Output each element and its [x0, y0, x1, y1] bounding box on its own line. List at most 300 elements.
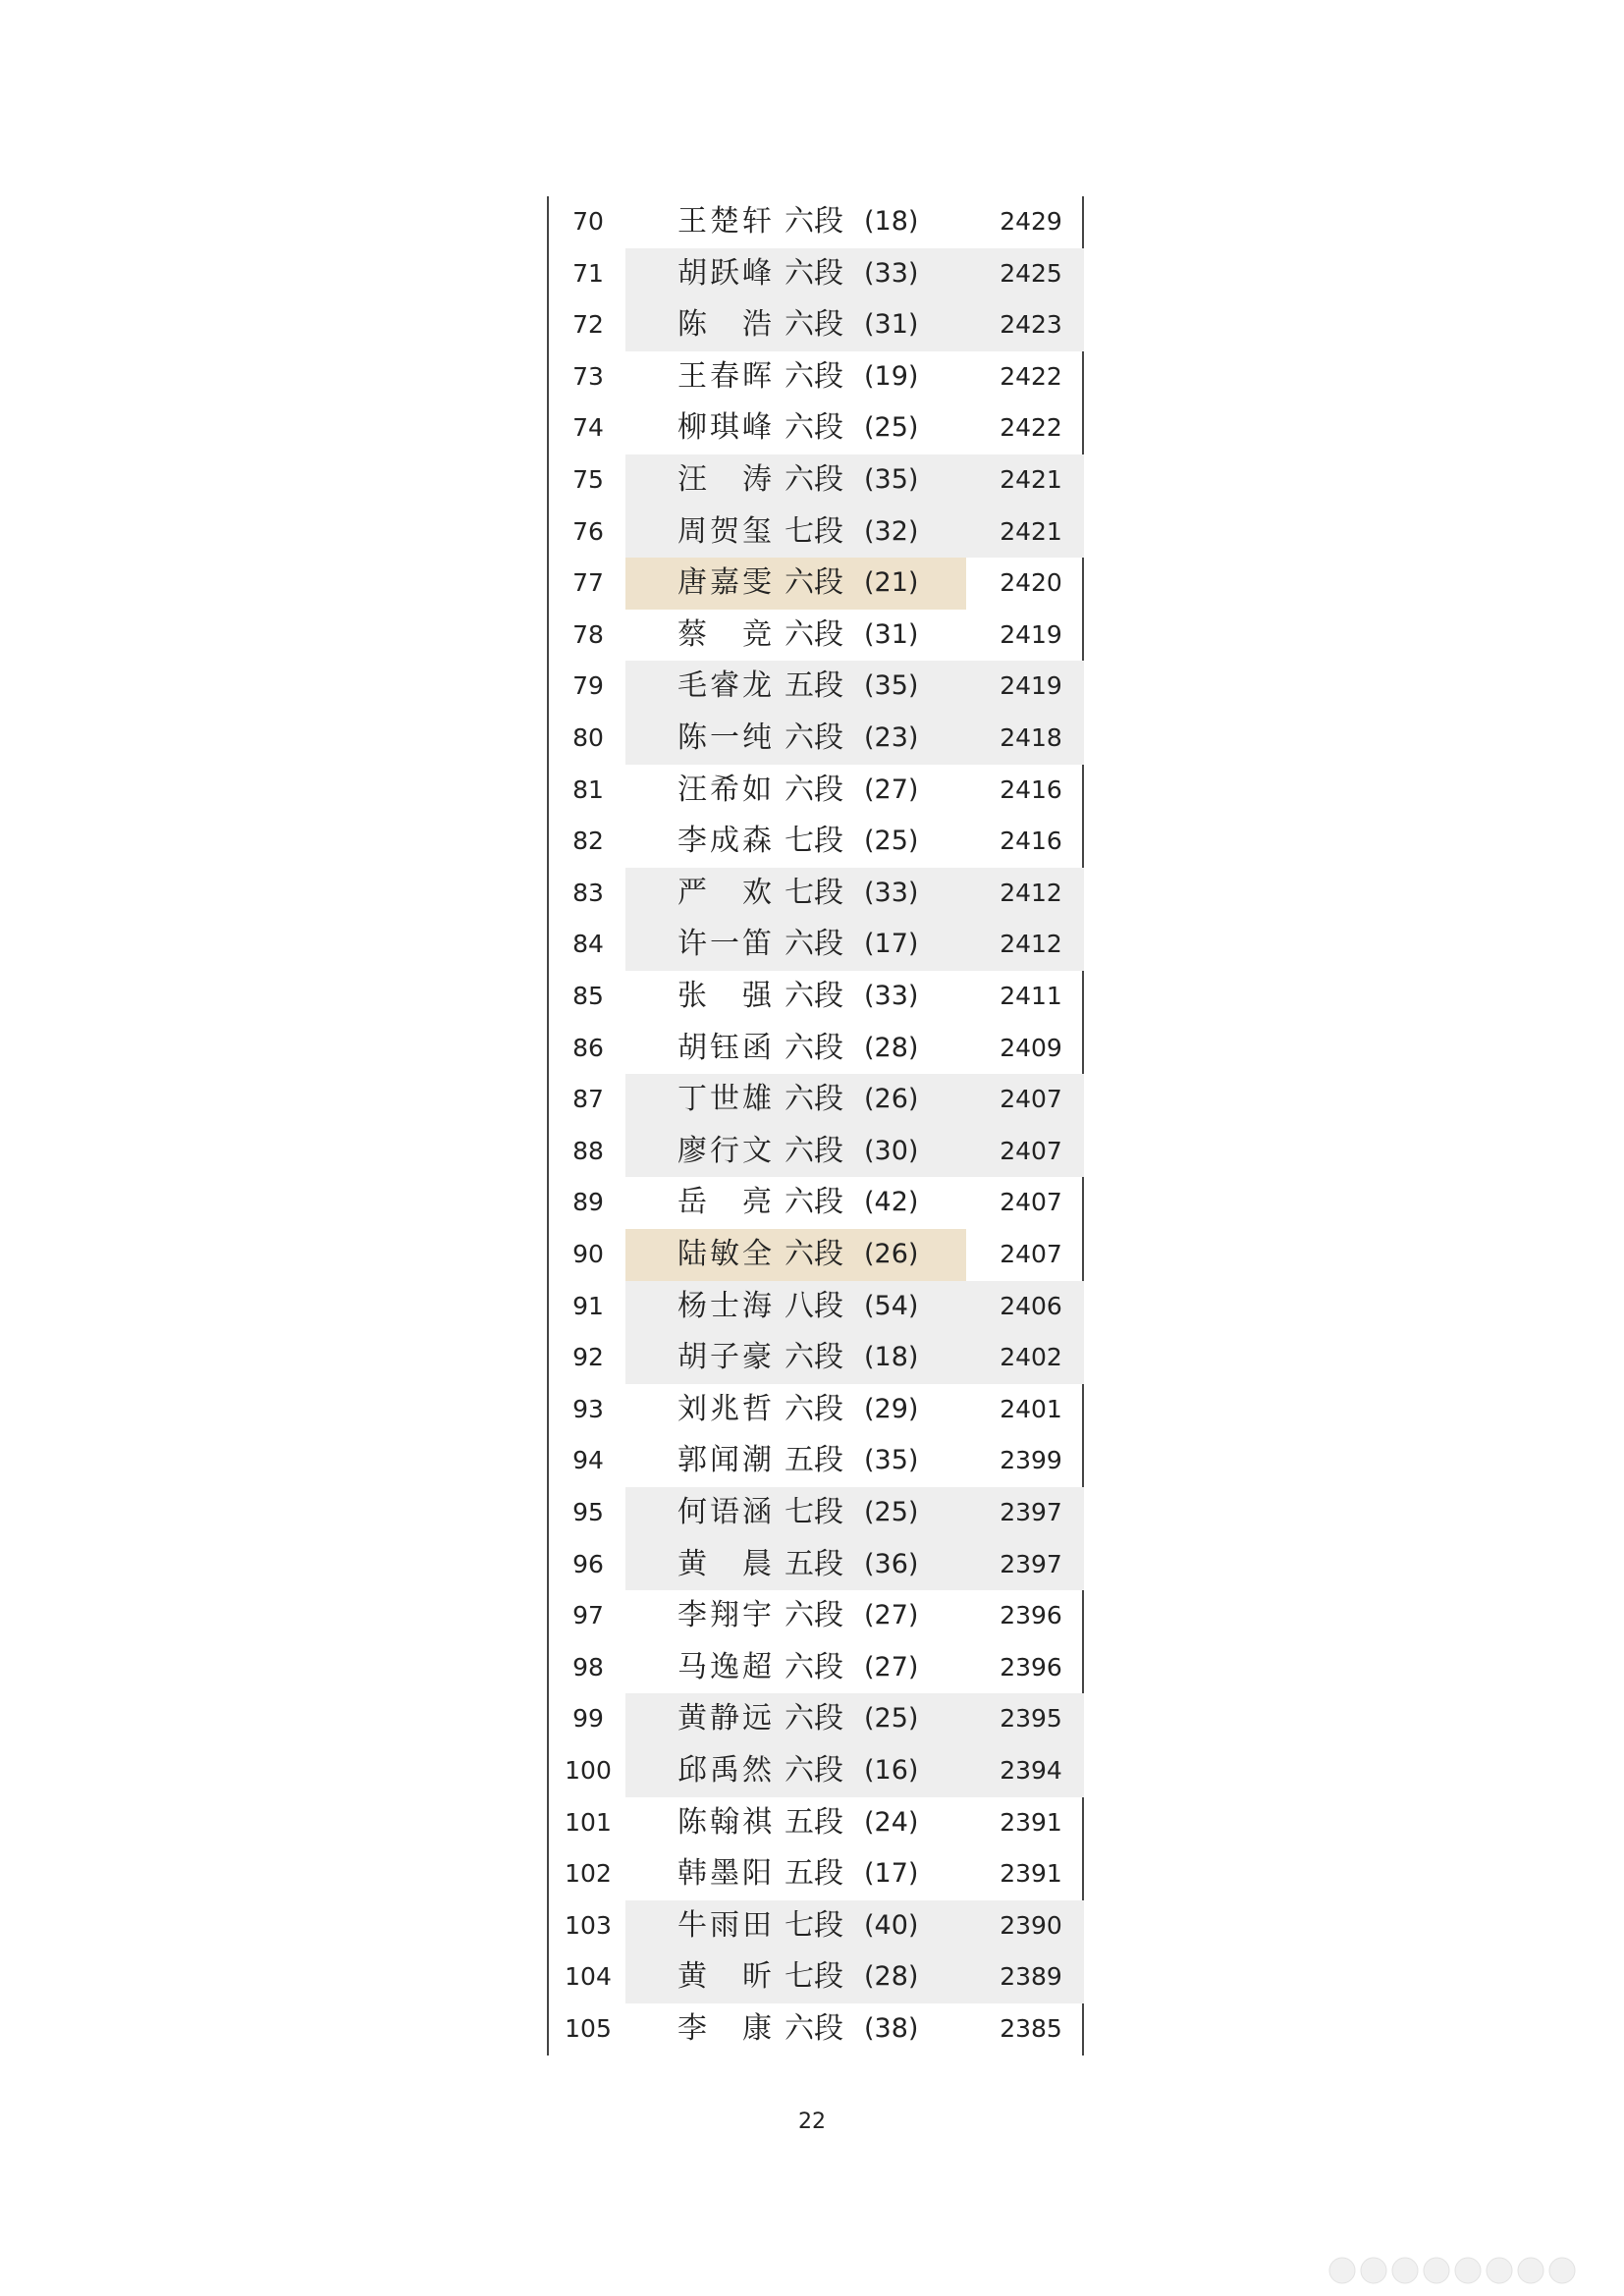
name-char: 唐 — [677, 565, 707, 601]
table-row — [549, 661, 1082, 713]
dan-rank: 六段 — [785, 616, 843, 652]
rating-cell: 2407 — [1000, 1085, 1062, 1114]
rating-cell: 2402 — [1000, 1343, 1062, 1372]
age-cell: (28) — [864, 1032, 919, 1063]
player-name — [677, 1074, 772, 1126]
name-char: 跃 — [710, 255, 739, 291]
player-name — [677, 1951, 772, 2003]
dan-rank: 五段 — [785, 1856, 843, 1892]
dan-rank: 六段 — [785, 927, 843, 962]
name-char: 远 — [742, 1701, 772, 1736]
table-row — [549, 1229, 1082, 1281]
table-row — [549, 454, 1082, 507]
name-char: 森 — [742, 824, 772, 859]
rank-cell: 85 — [572, 982, 604, 1010]
name-char — [720, 299, 730, 351]
dan-rank: 六段 — [785, 1340, 843, 1375]
name-char: 何 — [677, 1495, 707, 1529]
name-char: 祺 — [742, 1804, 772, 1840]
name-char: 潮 — [742, 1443, 772, 1478]
age-cell: (30) — [864, 1135, 919, 1166]
name-char: 希 — [710, 772, 739, 807]
dan-rank: 六段 — [785, 1753, 843, 1788]
player-name — [677, 816, 772, 868]
rank-cell: 75 — [572, 465, 604, 494]
player-name — [677, 765, 772, 817]
name-char: 春 — [710, 358, 739, 394]
name-char: 王 — [677, 204, 707, 239]
name-char: 涵 — [742, 1495, 772, 1529]
name-char: 墨 — [710, 1856, 739, 1892]
dan-rank: 五段 — [785, 1804, 843, 1840]
name-char: 亮 — [741, 1185, 772, 1220]
name-char: 静 — [710, 1701, 739, 1736]
rating-cell: 2407 — [1000, 1240, 1062, 1268]
rating-cell: 2391 — [1000, 1807, 1062, 1837]
dan-rank: 七段 — [785, 513, 843, 549]
dan-rank: 六段 — [785, 1030, 843, 1065]
player-name — [677, 299, 772, 351]
age-cell: (25) — [864, 412, 919, 444]
dan-rank: 六段 — [785, 1391, 843, 1426]
name-char: 汪 — [677, 772, 707, 807]
name-char: 如 — [742, 772, 772, 807]
name-char: 李 — [677, 2011, 707, 2046]
rating-cell: 2412 — [1000, 930, 1062, 959]
name-char: 黄 — [677, 1546, 707, 1581]
rank-cell: 105 — [565, 2014, 612, 2043]
name-char: 逸 — [710, 1649, 739, 1684]
rank-cell: 92 — [572, 1343, 604, 1372]
dan-rank: 八段 — [785, 1288, 843, 1323]
rating-cell: 2423 — [1000, 310, 1062, 340]
name-char: 禹 — [710, 1753, 739, 1788]
name-char: 闻 — [710, 1443, 739, 1478]
name-char: 陈 — [677, 721, 707, 755]
player-name — [677, 1642, 772, 1694]
table-row — [549, 1332, 1082, 1384]
name-char: 睿 — [710, 668, 739, 704]
rank-cell: 91 — [572, 1291, 604, 1320]
dan-rank: 六段 — [785, 358, 843, 394]
age-cell: (26) — [864, 1239, 919, 1269]
name-char — [720, 971, 730, 1023]
rating-cell: 2429 — [1000, 207, 1062, 236]
table-row — [549, 1281, 1082, 1333]
rating-cell: 2395 — [1000, 1704, 1062, 1734]
table-row — [549, 713, 1082, 765]
table-row — [549, 1745, 1082, 1797]
name-char: 贺 — [710, 513, 739, 549]
rating-cell: 2391 — [1000, 1859, 1062, 1889]
age-cell: (17) — [864, 1858, 919, 1890]
rating-cell: 2419 — [1000, 619, 1062, 649]
name-char: 昕 — [741, 1959, 772, 1995]
dan-rank: 六段 — [785, 462, 843, 497]
name-char: 李 — [677, 1598, 707, 1633]
rating-cell: 2389 — [1000, 1962, 1062, 1992]
table-row — [549, 1590, 1082, 1642]
player-name — [677, 1435, 772, 1487]
player-name — [677, 558, 772, 610]
watermark-stripes — [1327, 2256, 1602, 2285]
name-char: 楚 — [710, 204, 739, 239]
name-char: 全 — [742, 1237, 772, 1271]
ranking-table — [547, 196, 1084, 2056]
player-name — [677, 1332, 772, 1384]
rating-cell: 2406 — [1000, 1291, 1062, 1320]
name-char: 王 — [677, 358, 707, 394]
name-char: 豪 — [742, 1340, 772, 1375]
player-name — [677, 1281, 772, 1333]
rating-cell: 2420 — [1000, 568, 1062, 598]
dan-rank: 六段 — [785, 307, 843, 343]
name-char: 超 — [742, 1649, 772, 1684]
rating-cell: 2422 — [1000, 361, 1062, 391]
table-row — [549, 507, 1082, 559]
table-row — [549, 1177, 1082, 1229]
name-char: 丁 — [677, 1082, 707, 1117]
rank-cell: 82 — [572, 827, 604, 856]
player-name — [677, 454, 772, 507]
player-name — [677, 1848, 772, 1900]
rating-cell: 2421 — [1000, 516, 1062, 546]
rating-cell: 2412 — [1000, 878, 1062, 907]
rating-cell: 2390 — [1000, 1910, 1062, 1940]
age-cell: (33) — [864, 981, 919, 1011]
name-char: 雯 — [742, 565, 772, 601]
player-name — [677, 1693, 772, 1745]
name-char: 陈 — [677, 307, 707, 343]
name-char — [720, 1177, 730, 1229]
age-cell: (33) — [864, 877, 919, 908]
rank-cell: 95 — [572, 1498, 604, 1526]
player-name — [677, 1745, 772, 1797]
age-cell: (17) — [864, 929, 919, 960]
rank-cell: 72 — [572, 310, 604, 340]
player-name — [677, 713, 772, 765]
age-cell: (31) — [864, 309, 919, 341]
name-char: 胡 — [677, 255, 707, 291]
player-name — [677, 971, 772, 1023]
age-cell: (27) — [864, 774, 919, 805]
dan-rank: 七段 — [785, 1495, 843, 1529]
age-cell: (38) — [864, 2013, 919, 2044]
rating-cell: 2401 — [1000, 1394, 1062, 1423]
rank-cell: 98 — [572, 1652, 604, 1682]
age-cell: (28) — [864, 1961, 919, 1993]
age-cell: (27) — [864, 1600, 919, 1631]
rank-cell: 100 — [565, 1756, 612, 1785]
player-name — [677, 1590, 772, 1642]
name-char: 涛 — [741, 462, 772, 497]
table-row — [549, 610, 1082, 662]
rating-cell: 2419 — [1000, 671, 1062, 701]
player-name — [677, 248, 772, 300]
table-row — [549, 1797, 1082, 1849]
name-char: 欢 — [741, 875, 772, 910]
table-row — [549, 1126, 1082, 1178]
name-char: 胡 — [677, 1030, 707, 1065]
name-char: 岳 — [677, 1185, 707, 1220]
name-char: 陈 — [677, 1804, 707, 1840]
rating-cell: 2396 — [1000, 1652, 1062, 1682]
player-name — [677, 1023, 772, 1075]
name-char: 翰 — [710, 1804, 739, 1840]
name-char: 严 — [677, 875, 707, 910]
rank-cell: 76 — [572, 516, 604, 546]
name-char: 邱 — [677, 1753, 707, 1788]
player-name — [677, 610, 772, 662]
age-cell: (25) — [864, 1703, 919, 1735]
name-char: 然 — [742, 1753, 772, 1788]
rank-cell: 97 — [572, 1601, 604, 1630]
table-row — [549, 1848, 1082, 1900]
name-char: 成 — [710, 824, 739, 859]
table-row — [549, 2003, 1082, 2056]
player-name — [677, 661, 772, 713]
table-row — [549, 1487, 1082, 1539]
age-cell: (18) — [864, 1342, 919, 1373]
table-row — [549, 1384, 1082, 1436]
table-row — [549, 868, 1082, 920]
table-row — [549, 196, 1082, 248]
dan-rank: 五段 — [785, 1546, 843, 1581]
name-char: 强 — [741, 979, 772, 1013]
dan-rank: 六段 — [785, 1082, 843, 1117]
name-char: 纯 — [742, 721, 772, 755]
rank-cell: 94 — [572, 1446, 604, 1475]
table-row — [549, 1642, 1082, 1694]
table-row — [549, 1693, 1082, 1745]
player-name — [677, 507, 772, 559]
rating-cell: 2396 — [1000, 1601, 1062, 1630]
player-name — [677, 402, 772, 454]
age-cell: (16) — [864, 1755, 919, 1786]
dan-rank: 六段 — [785, 1133, 843, 1168]
age-cell: (33) — [864, 257, 919, 289]
dan-rank: 六段 — [785, 2011, 843, 2046]
rank-cell: 99 — [572, 1704, 604, 1734]
rating-cell: 2397 — [1000, 1498, 1062, 1526]
name-char: 阳 — [742, 1856, 772, 1892]
name-char: 竞 — [741, 616, 772, 652]
player-name — [677, 196, 772, 248]
player-name — [677, 351, 772, 403]
name-char: 哲 — [742, 1391, 772, 1426]
table-row — [549, 402, 1082, 454]
name-char: 牛 — [677, 1907, 707, 1943]
table-row — [549, 1435, 1082, 1487]
rank-cell: 93 — [572, 1394, 604, 1423]
dan-rank: 六段 — [785, 772, 843, 807]
rating-cell: 2385 — [1000, 2014, 1062, 2043]
player-name — [677, 1539, 772, 1591]
rating-cell: 2397 — [1000, 1549, 1062, 1578]
dan-rank: 五段 — [785, 1443, 843, 1478]
name-char: 轩 — [742, 204, 772, 239]
age-cell: (31) — [864, 618, 919, 650]
age-cell: (25) — [864, 826, 919, 857]
name-char: 晨 — [741, 1546, 772, 1581]
age-cell: (32) — [864, 515, 919, 547]
age-cell: (19) — [864, 360, 919, 392]
rating-cell: 2421 — [1000, 465, 1062, 494]
name-char — [720, 2003, 730, 2056]
page-number: 22 — [798, 2109, 826, 2134]
dan-rank: 六段 — [785, 565, 843, 601]
name-char: 韩 — [677, 1856, 707, 1892]
rating-cell: 2407 — [1000, 1136, 1062, 1165]
dan-rank: 五段 — [785, 668, 843, 704]
rank-cell: 81 — [572, 774, 604, 804]
name-char: 语 — [710, 1495, 739, 1529]
name-char: 刘 — [677, 1391, 707, 1426]
name-char: 康 — [741, 2011, 772, 2046]
name-char: 峰 — [742, 255, 772, 291]
rank-cell: 86 — [572, 1033, 604, 1062]
age-cell: (29) — [864, 1393, 919, 1424]
age-cell: (24) — [864, 1806, 919, 1838]
table-row — [549, 816, 1082, 868]
rank-cell: 71 — [572, 258, 604, 288]
table-row — [549, 351, 1082, 403]
name-char: 兆 — [710, 1391, 739, 1426]
table-row — [549, 1951, 1082, 2003]
name-char: 翔 — [710, 1598, 739, 1633]
name-char: 雨 — [710, 1907, 739, 1943]
name-char: 晖 — [742, 358, 772, 394]
player-name — [677, 1900, 772, 1952]
rating-cell: 2409 — [1000, 1033, 1062, 1062]
rank-cell: 89 — [572, 1188, 604, 1217]
table-row — [549, 1023, 1082, 1075]
rank-cell: 80 — [572, 723, 604, 752]
age-cell: (35) — [864, 670, 919, 702]
age-cell: (23) — [864, 722, 919, 753]
name-char: 峰 — [742, 410, 772, 446]
player-name — [677, 1126, 772, 1178]
table-row — [549, 299, 1082, 351]
rank-cell: 83 — [572, 878, 604, 907]
age-cell: (42) — [864, 1187, 919, 1218]
player-name — [677, 919, 772, 971]
name-char — [720, 868, 730, 920]
player-name — [677, 1384, 772, 1436]
rank-cell: 103 — [565, 1910, 612, 1940]
table-row — [549, 765, 1082, 817]
rating-cell: 2411 — [1000, 982, 1062, 1010]
rank-cell: 90 — [572, 1240, 604, 1268]
name-char: 黄 — [677, 1959, 707, 1995]
name-char: 玺 — [742, 513, 772, 549]
name-char: 李 — [677, 824, 707, 859]
rank-cell: 96 — [572, 1549, 604, 1578]
rating-cell: 2425 — [1000, 258, 1062, 288]
name-char: 海 — [742, 1288, 772, 1323]
dan-rank: 六段 — [785, 1598, 843, 1633]
table-row — [549, 248, 1082, 300]
table-row — [549, 1074, 1082, 1126]
name-char: 行 — [710, 1133, 739, 1168]
name-char: 杨 — [677, 1288, 707, 1323]
name-char: 敏 — [710, 1237, 739, 1271]
rank-cell: 70 — [572, 207, 604, 236]
rank-cell: 79 — [572, 671, 604, 701]
name-char: 函 — [742, 1030, 772, 1065]
rating-cell: 2418 — [1000, 723, 1062, 752]
table-row — [549, 1539, 1082, 1591]
rank-cell: 88 — [572, 1136, 604, 1165]
age-cell: (35) — [864, 1445, 919, 1476]
player-name — [677, 2003, 772, 2056]
name-char: 一 — [710, 927, 739, 962]
dan-rank: 六段 — [785, 1649, 843, 1684]
dan-rank: 六段 — [785, 1701, 843, 1736]
name-char — [720, 1951, 730, 2003]
rank-cell: 74 — [572, 413, 604, 443]
name-char: 廖 — [677, 1133, 707, 1168]
name-char: 钰 — [710, 1030, 739, 1065]
player-name — [677, 1487, 772, 1539]
name-char: 许 — [677, 927, 707, 962]
dan-rank: 六段 — [785, 255, 843, 291]
table-row — [549, 558, 1082, 610]
age-cell: (35) — [864, 464, 919, 495]
name-char: 琪 — [710, 410, 739, 446]
age-cell: (26) — [864, 1084, 919, 1115]
age-cell: (25) — [864, 1497, 919, 1527]
name-char: 柳 — [677, 410, 707, 446]
player-name — [677, 1177, 772, 1229]
dan-rank: 六段 — [785, 1237, 843, 1271]
dan-rank: 六段 — [785, 204, 843, 239]
name-char: 郭 — [677, 1443, 707, 1478]
age-cell: (54) — [864, 1290, 919, 1321]
dan-rank: 六段 — [785, 721, 843, 755]
name-char — [720, 610, 730, 662]
name-char: 子 — [710, 1340, 739, 1375]
name-char: 宇 — [742, 1598, 772, 1633]
rank-cell: 77 — [572, 568, 604, 598]
rating-cell: 2399 — [1000, 1446, 1062, 1475]
rank-cell: 84 — [572, 930, 604, 959]
rank-cell: 101 — [565, 1807, 612, 1837]
age-cell: (18) — [864, 206, 919, 237]
dan-rank: 七段 — [785, 875, 843, 910]
player-name — [677, 1797, 772, 1849]
dan-rank: 六段 — [785, 1185, 843, 1220]
player-name — [677, 868, 772, 920]
rating-cell: 2416 — [1000, 774, 1062, 804]
name-char: 周 — [677, 513, 707, 549]
name-char: 黄 — [677, 1701, 707, 1736]
name-char: 雄 — [742, 1082, 772, 1117]
name-char — [720, 454, 730, 507]
name-char: 胡 — [677, 1340, 707, 1375]
rating-cell: 2407 — [1000, 1188, 1062, 1217]
name-char: 龙 — [742, 668, 772, 704]
player-name — [677, 1229, 772, 1281]
name-char: 世 — [710, 1082, 739, 1117]
dan-rank: 七段 — [785, 1959, 843, 1995]
name-char: 浩 — [741, 307, 772, 343]
name-char — [720, 1539, 730, 1591]
age-cell: (21) — [864, 567, 919, 599]
age-cell: (40) — [864, 1909, 919, 1941]
rank-cell: 104 — [565, 1962, 612, 1992]
name-char: 士 — [710, 1288, 739, 1323]
